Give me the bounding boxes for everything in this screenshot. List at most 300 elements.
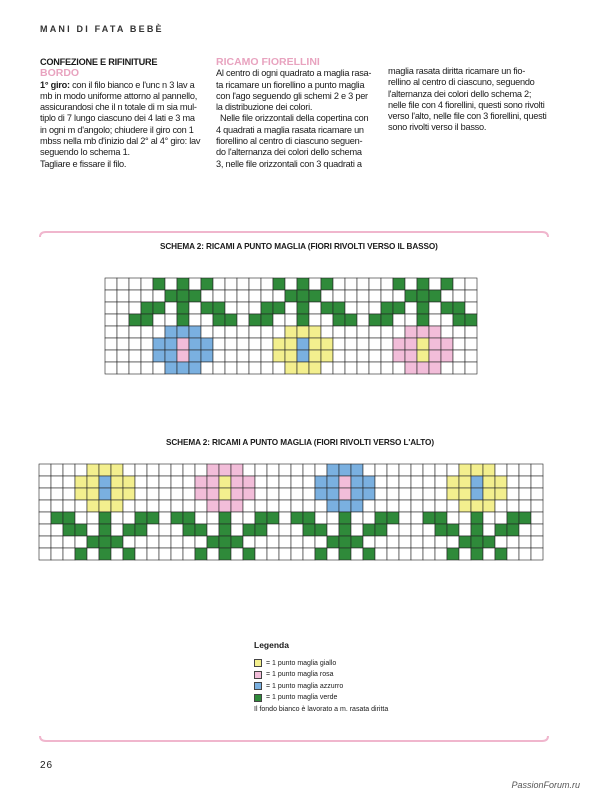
stitch-cell	[99, 476, 111, 488]
stitch-cell	[249, 302, 261, 314]
stitch-cell	[219, 548, 231, 560]
stitch-cell	[75, 524, 87, 536]
legend-item-green: = 1 punto maglia verde	[254, 692, 388, 704]
stitch-cell	[147, 548, 159, 560]
stitch-cell	[465, 314, 477, 326]
stitch-cell	[345, 326, 357, 338]
stitch-cell	[285, 302, 297, 314]
stitch-cell	[153, 350, 165, 362]
divider-line	[40, 736, 548, 741]
stitch-cell	[321, 278, 333, 290]
stitch-cell	[177, 290, 189, 302]
stitch-cell	[183, 512, 195, 524]
stitch-cell	[159, 476, 171, 488]
stitch-cell	[159, 536, 171, 548]
stitch-cell	[471, 464, 483, 476]
stitch-cell	[189, 338, 201, 350]
stitch-cell	[63, 536, 75, 548]
stitch-cell	[255, 464, 267, 476]
pink-divider-top	[38, 230, 550, 238]
stitch-cell	[291, 536, 303, 548]
stitch-cell	[147, 488, 159, 500]
stitch-cell	[441, 338, 453, 350]
stitch-cell	[393, 302, 405, 314]
stitch-cell	[249, 338, 261, 350]
stitch-cell	[231, 512, 243, 524]
stitch-cell	[423, 488, 435, 500]
stitch-cell	[357, 326, 369, 338]
stitch-cell	[471, 500, 483, 512]
stitch-cell	[387, 548, 399, 560]
stitch-cell	[375, 500, 387, 512]
stitch-cell	[291, 476, 303, 488]
stitch-cell	[123, 524, 135, 536]
stitch-cell	[339, 488, 351, 500]
stitch-cell	[219, 512, 231, 524]
stitch-cell	[117, 278, 129, 290]
stitch-cell	[351, 512, 363, 524]
stitch-cell	[273, 302, 285, 314]
stitch-cell	[123, 464, 135, 476]
stitch-cell	[141, 290, 153, 302]
stitch-cell	[51, 500, 63, 512]
stitch-cell	[213, 338, 225, 350]
stitch-cell	[363, 524, 375, 536]
stitch-cell	[405, 314, 417, 326]
column-ricamo-cont: maglia rasata diritta ricamare un fio- rellino al centro di ciascuno, seguendo l'alternanza dei colori dello schema 2; nelle file con 4 fiorellini, questi sono rivolti verso l'alto, nelle file con 3 fiorellini, questi sono rivolti verso il basso.	[388, 66, 547, 133]
stitch-cell	[123, 476, 135, 488]
stitch-cell	[483, 512, 495, 524]
column-ricamo: RICAMO FIORELLINI Al centro di ogni quadrato a maglia rasa- ta ricamare un fiorellino a punto maglia con l'ago seguendo gli schemi 2 e 3 per la distribuzione dei colori. Nelle file orizzontali della copertina con 4 quadrati a maglia rasata ricamare un fiorellino al centro di ciascuno seguen- do l'alternanza dei colori dello schema 3, nelle file orizzontali con 3 quadrati a	[216, 57, 381, 170]
stitch-cell	[447, 536, 459, 548]
stitch-cell	[243, 464, 255, 476]
stitch-cell	[453, 302, 465, 314]
stitch-cell	[189, 326, 201, 338]
stitch-cell	[441, 314, 453, 326]
stitch-cell	[453, 362, 465, 374]
stitch-cell	[327, 488, 339, 500]
stitch-cell	[351, 548, 363, 560]
stitch-cell	[249, 362, 261, 374]
stitch-cell	[453, 326, 465, 338]
stitch-cell	[357, 350, 369, 362]
stitch-cell	[105, 362, 117, 374]
stitch-cell	[471, 476, 483, 488]
stitch-cell	[243, 512, 255, 524]
stitch-cell	[207, 476, 219, 488]
stitch-cell	[177, 302, 189, 314]
stitch-cell	[87, 464, 99, 476]
stitch-cell	[141, 362, 153, 374]
stitch-cell	[123, 500, 135, 512]
stitch-cell	[411, 488, 423, 500]
stitch-cell	[459, 476, 471, 488]
stitch-cell	[261, 350, 273, 362]
stitch-cell	[309, 290, 321, 302]
section-subtitle-ricamo: RICAMO FIORELLINI	[216, 56, 320, 68]
stitch-cell	[141, 338, 153, 350]
stitch-cell	[405, 290, 417, 302]
stitch-cell	[111, 536, 123, 548]
stitch-cell	[261, 362, 273, 374]
section-subtitle-bordo: BORDO	[40, 67, 80, 80]
stitch-cell	[363, 488, 375, 500]
stitch-cell	[135, 524, 147, 536]
stitch-cell	[171, 548, 183, 560]
stitch-cell	[411, 536, 423, 548]
stitch-cell	[183, 548, 195, 560]
stitch-cell	[129, 350, 141, 362]
stitch-cell	[429, 290, 441, 302]
stitch-cell	[423, 548, 435, 560]
stitch-cell	[507, 512, 519, 524]
stitch-cell	[147, 536, 159, 548]
stitch-cell	[99, 536, 111, 548]
stitch-cell	[285, 326, 297, 338]
stitch-cell	[153, 338, 165, 350]
stitch-cell	[219, 524, 231, 536]
stitch-cell	[39, 536, 51, 548]
stitch-cell	[339, 536, 351, 548]
stitch-cell	[333, 338, 345, 350]
stitch-cell	[495, 488, 507, 500]
stitch-cell	[63, 548, 75, 560]
stitch-cell	[87, 512, 99, 524]
stitch-cell	[117, 350, 129, 362]
stitch-cell	[429, 314, 441, 326]
stitch-cell	[213, 314, 225, 326]
stitch-cell	[345, 314, 357, 326]
stitch-cell	[171, 476, 183, 488]
stitch-cell	[411, 464, 423, 476]
stitch-cell	[531, 500, 543, 512]
stitch-cell	[147, 476, 159, 488]
stitch-cell	[381, 326, 393, 338]
stitch-cell	[483, 500, 495, 512]
stitch-cell	[207, 488, 219, 500]
stitch-cell	[291, 488, 303, 500]
legend-item-pink: = 1 punto maglia rosa	[254, 669, 388, 681]
stitch-cell	[111, 500, 123, 512]
stitch-cell	[195, 512, 207, 524]
stitch-cell	[111, 524, 123, 536]
stitch-cell	[39, 476, 51, 488]
magazine-header: MANI DI FATA BEBÈ	[40, 24, 164, 34]
stitch-cell	[279, 476, 291, 488]
divider-line	[40, 232, 548, 237]
stitch-cell	[519, 512, 531, 524]
stitch-cell	[63, 464, 75, 476]
stitch-cell	[399, 500, 411, 512]
stitch-cell	[141, 302, 153, 314]
stitch-cell	[309, 302, 321, 314]
stitch-cell	[507, 488, 519, 500]
stitch-cell	[171, 536, 183, 548]
stitch-cell	[471, 512, 483, 524]
stitch-cell	[261, 338, 273, 350]
stitch-cell	[243, 488, 255, 500]
stitch-cell	[393, 350, 405, 362]
stitch-cell	[507, 500, 519, 512]
stitch-cell	[267, 536, 279, 548]
stitch-cell	[297, 326, 309, 338]
stitch-cell	[213, 290, 225, 302]
stitch-cell	[435, 500, 447, 512]
stitch-cell	[231, 548, 243, 560]
stitch-cell	[369, 302, 381, 314]
stitch-cell	[417, 290, 429, 302]
stitch-cell	[261, 302, 273, 314]
stitch-cell	[123, 536, 135, 548]
stitch-cell	[381, 302, 393, 314]
stitch-cell	[297, 278, 309, 290]
stitch-cell	[267, 476, 279, 488]
stitch-cell	[51, 524, 63, 536]
stitch-cell	[207, 512, 219, 524]
stitch-cell	[165, 278, 177, 290]
stitch-cell	[369, 278, 381, 290]
stitch-cell	[219, 476, 231, 488]
stitch-cell	[345, 278, 357, 290]
stitch-cell	[411, 476, 423, 488]
stitch-cell	[243, 524, 255, 536]
stitch-cell	[177, 362, 189, 374]
stitch-cell	[453, 350, 465, 362]
stitch-cell	[75, 476, 87, 488]
stitch-cell	[333, 350, 345, 362]
stitch-cell	[63, 488, 75, 500]
stitch-cell	[279, 500, 291, 512]
stitch-cell	[267, 548, 279, 560]
stitch-cell	[141, 350, 153, 362]
stitch-cell	[297, 350, 309, 362]
stitch-cell	[405, 302, 417, 314]
stitch-cell	[279, 536, 291, 548]
stitch-cell	[471, 536, 483, 548]
stitch-cell	[447, 524, 459, 536]
stitch-cell	[495, 476, 507, 488]
stitch-cell	[423, 536, 435, 548]
stitch-cell	[297, 302, 309, 314]
stitch-cell	[201, 314, 213, 326]
stitch-cell	[507, 548, 519, 560]
stitch-cell	[273, 290, 285, 302]
stitch-cell	[189, 278, 201, 290]
stitch-cell	[225, 278, 237, 290]
stitch-cell	[75, 536, 87, 548]
stitch-cell	[417, 362, 429, 374]
stitch-cell	[399, 488, 411, 500]
stitch-cell	[447, 488, 459, 500]
stitch-cell	[411, 524, 423, 536]
stitch-cell	[87, 500, 99, 512]
legend	[254, 640, 388, 715]
stitch-cell	[417, 338, 429, 350]
stitch-cell	[441, 350, 453, 362]
stitch-cell	[135, 464, 147, 476]
stitch-cell	[129, 278, 141, 290]
stitch-cell	[471, 548, 483, 560]
stitch-cell	[225, 350, 237, 362]
stitch-cell	[423, 524, 435, 536]
stitch-cell	[189, 290, 201, 302]
stitch-cell	[267, 488, 279, 500]
stitch-cell	[453, 290, 465, 302]
stitch-cell	[153, 290, 165, 302]
stitch-cell	[129, 314, 141, 326]
stitch-cell	[405, 326, 417, 338]
stitch-cell	[147, 524, 159, 536]
stitch-cell	[291, 512, 303, 524]
blue-swatch	[254, 682, 262, 690]
stitch-cell	[321, 290, 333, 302]
stitch-cell	[309, 350, 321, 362]
stitch-cell	[441, 278, 453, 290]
stitch-cell	[459, 524, 471, 536]
stitch-cell	[267, 512, 279, 524]
stitch-cell	[165, 302, 177, 314]
stitch-cell	[39, 500, 51, 512]
stitch-cell	[429, 326, 441, 338]
stitch-cell	[507, 536, 519, 548]
stitch-cell	[291, 548, 303, 560]
stitch-cell	[105, 290, 117, 302]
stitch-cell	[177, 338, 189, 350]
stitch-cell	[417, 278, 429, 290]
stitch-cell	[39, 548, 51, 560]
stitch-cell	[399, 512, 411, 524]
stitch-cell	[189, 350, 201, 362]
stitch-cell	[459, 488, 471, 500]
stitch-cell	[171, 524, 183, 536]
stitch-cell	[243, 500, 255, 512]
stitch-cell	[459, 500, 471, 512]
stitch-cell	[135, 500, 147, 512]
stitch-cell	[159, 464, 171, 476]
stitch-cell	[75, 488, 87, 500]
stitch-cell	[375, 548, 387, 560]
stitch-cell	[465, 350, 477, 362]
stitch-cell	[219, 488, 231, 500]
stitch-cell	[105, 326, 117, 338]
stitch-cell	[105, 338, 117, 350]
stitch-cell	[183, 536, 195, 548]
stitch-cell	[207, 464, 219, 476]
stitch-cell	[471, 488, 483, 500]
stitch-cell	[141, 314, 153, 326]
stitch-cell	[495, 464, 507, 476]
stitch-cell	[195, 500, 207, 512]
stitch-cell	[279, 524, 291, 536]
stitch-cell	[147, 464, 159, 476]
stitch-cell	[147, 500, 159, 512]
stitch-cell	[135, 536, 147, 548]
stitch-cell	[369, 362, 381, 374]
stitch-cell	[159, 488, 171, 500]
stitch-cell	[393, 278, 405, 290]
stitch-cell	[483, 488, 495, 500]
stitch-cell	[399, 536, 411, 548]
stitch-cell	[297, 338, 309, 350]
stitch-cell	[129, 290, 141, 302]
stitch-cell	[183, 500, 195, 512]
stitch-cell	[483, 476, 495, 488]
stitch-cell	[159, 500, 171, 512]
stitch-cell	[117, 326, 129, 338]
stitch-cell	[123, 548, 135, 560]
chart1-title: SCHEMA 2: RICAMI A PUNTO MAGLIA (FIORI RIVOLTI VERSO IL BASSO)	[160, 242, 438, 251]
stitch-cell	[441, 302, 453, 314]
stitch-cell	[105, 314, 117, 326]
stitch-cell	[417, 350, 429, 362]
stitch-cell	[417, 326, 429, 338]
stitch-cell	[429, 362, 441, 374]
stitch-cell	[405, 338, 417, 350]
stitch-cell	[123, 488, 135, 500]
stitch-cell	[357, 278, 369, 290]
stitch-cell	[195, 476, 207, 488]
stitch-cell	[303, 536, 315, 548]
stitch-cell	[237, 362, 249, 374]
stitch-cell	[363, 500, 375, 512]
stitch-cell	[303, 500, 315, 512]
stitch-cell	[165, 290, 177, 302]
stitch-cell	[201, 350, 213, 362]
stitch-cell	[225, 314, 237, 326]
stitch-cell	[315, 536, 327, 548]
stitch-cell	[423, 476, 435, 488]
stitch-cell	[177, 350, 189, 362]
stitch-cell	[351, 524, 363, 536]
stitch-cell	[189, 314, 201, 326]
stitch-cell	[333, 302, 345, 314]
stitch-cell	[321, 302, 333, 314]
stitch-cell	[135, 488, 147, 500]
stitch-cell	[261, 326, 273, 338]
stitch-cell	[195, 536, 207, 548]
stitch-cell	[75, 500, 87, 512]
stitch-cell	[459, 548, 471, 560]
stitch-cell	[357, 338, 369, 350]
stitch-cell	[177, 314, 189, 326]
stitch-cell	[177, 326, 189, 338]
stitch-cell	[417, 314, 429, 326]
stitch-cell	[273, 278, 285, 290]
stitch-cell	[363, 536, 375, 548]
stitch-cell	[453, 314, 465, 326]
stitch-cell	[507, 464, 519, 476]
stitch-cell	[39, 512, 51, 524]
stitch-cell	[459, 512, 471, 524]
stitch-cell	[201, 362, 213, 374]
stitch-cell	[273, 350, 285, 362]
stitch-cell	[447, 500, 459, 512]
stitch-cell	[159, 548, 171, 560]
stitch-cell	[465, 302, 477, 314]
stitch-cell	[315, 476, 327, 488]
stitch-cell	[519, 476, 531, 488]
stitch-cell	[369, 326, 381, 338]
stitch-cell	[447, 548, 459, 560]
stitch-cell	[39, 524, 51, 536]
stitch-cell	[345, 302, 357, 314]
stitch-cell	[237, 302, 249, 314]
stitch-cell	[507, 524, 519, 536]
stitch-cell	[243, 536, 255, 548]
stitch-cell	[75, 464, 87, 476]
section-title: CONFEZIONE E RIFINITURE	[40, 57, 158, 67]
stitch-cell	[435, 464, 447, 476]
